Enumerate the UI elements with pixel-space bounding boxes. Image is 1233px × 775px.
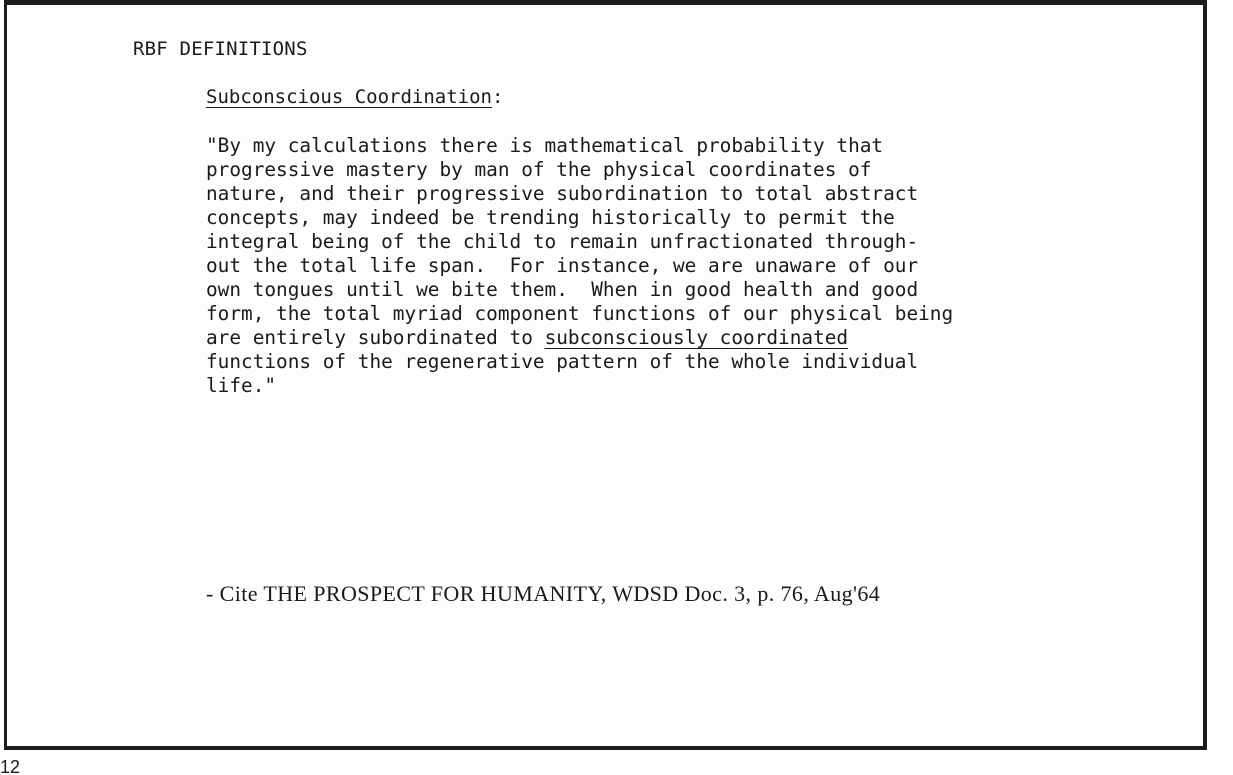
quote-line: life."	[206, 374, 277, 397]
quote-line-prefix: are entirely subordinated to	[206, 326, 545, 349]
emphasized-phrase: subconsciously coordinated	[544, 326, 849, 349]
term-heading	[206, 86, 503, 108]
quote-line: functions of the regenerative pattern of the whole individual	[206, 350, 919, 373]
term-title: Subconscious Coordination	[206, 86, 492, 108]
quote-line: progressive mastery by man of the physical coordinates of	[206, 158, 872, 181]
term-colon: :	[491, 86, 504, 108]
quote-line: integral being of the child to remain unfractionated through-	[206, 230, 919, 253]
page-number: 12	[0, 760, 21, 775]
page-heading: RBF DEFINITIONS	[133, 38, 308, 60]
citation: - Cite THE PROSPECT FOR HUMANITY, WDSD Doc. 3, p. 76, Aug'64	[206, 581, 881, 606]
quote-line: own tongues until we bite them. When in good health and good	[206, 278, 919, 301]
quote-line: form, the total myriad component functions of our physical being	[206, 302, 954, 325]
quote-line: nature, and their progressive subordination to total abstract	[206, 182, 919, 205]
quote-line: out the total life span. For instance, we are unaware of our	[206, 254, 919, 277]
definition-quote	[206, 134, 1166, 398]
quote-line-emphasis	[206, 326, 1166, 350]
quote-line: concepts, may indeed be trending historically to permit the	[206, 206, 895, 229]
quote-line: "By my calculations there is mathematical probability that	[206, 134, 884, 157]
